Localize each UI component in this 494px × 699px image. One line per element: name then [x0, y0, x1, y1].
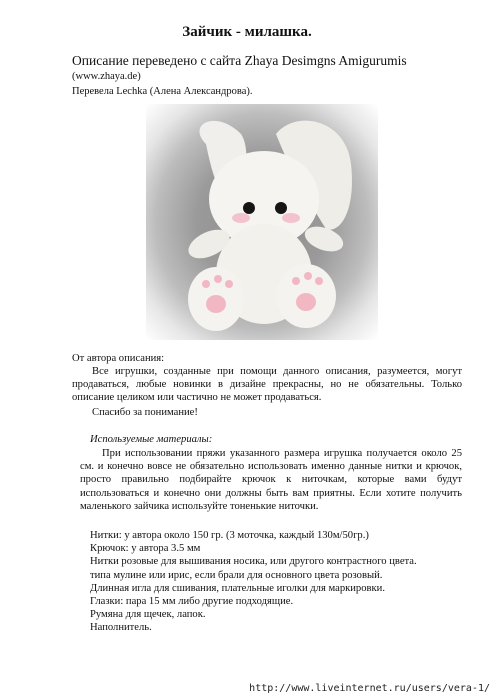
list-item: Наполнитель. — [90, 622, 152, 634]
materials-list — [90, 529, 470, 635]
bunny-photo — [146, 104, 378, 340]
author-paragraph: Все игрушки, созданные при помощи данного описания, разумеется, могут продаваться, любые новинки в дизайне прекрасны, но не обязательны. Только описание целиком или частично не может продаваться. — [72, 366, 462, 404]
thanks-text: Спасибо за понимание! — [92, 407, 198, 418]
list-item: Нитки розовые для вышивания носика, или другого контрастного цвета. — [90, 556, 417, 568]
site-url: (www.zhaya.de) — [72, 71, 141, 82]
author-heading: От автора описания: — [72, 353, 165, 364]
list-item: Крючок: у автора 3.5 мм — [90, 543, 201, 555]
bunny-amigurumi-icon — [146, 104, 378, 340]
list-item: Румяна для щечек, лапок. — [90, 609, 206, 621]
page-title: Зайчик - милашка. — [182, 24, 312, 40]
footer-url[interactable]: http://www.liveinternet.ru/users/vera-1/ — [249, 683, 490, 694]
materials-heading: Используемые материалы: — [90, 434, 213, 445]
list-item: типа мулине или ирис, если брали для основного цвета розовый. — [90, 569, 383, 581]
list-item: Длинная игла для сшивания, плательные иголки для маркировки. — [90, 582, 385, 594]
materials-paragraph: При использовании пряжи указанного размера игрушка получается около 25 см. и конечно вовсе не обязательно использовать именно данные нитки и крючок, просто правильно подбирайте крючок к ниточкам, которые вами будут использоваться и конечно они должны быть вам приятны. Если хотите получить маленького зайчика используйте тоненькие ниточки. — [80, 448, 462, 512]
subtitle: Описание переведено с сайта Zhaya Desimgns Amigurumis — [72, 53, 407, 68]
translator-line: Перевела Lechka (Алена Александрова). — [72, 86, 253, 97]
list-item: Глазки: пара 15 мм либо другие подходящие. — [90, 596, 294, 608]
list-item: Нитки: у автора около 150 гр. (3 моточка, каждый 130м/50гр.) — [90, 530, 369, 541]
